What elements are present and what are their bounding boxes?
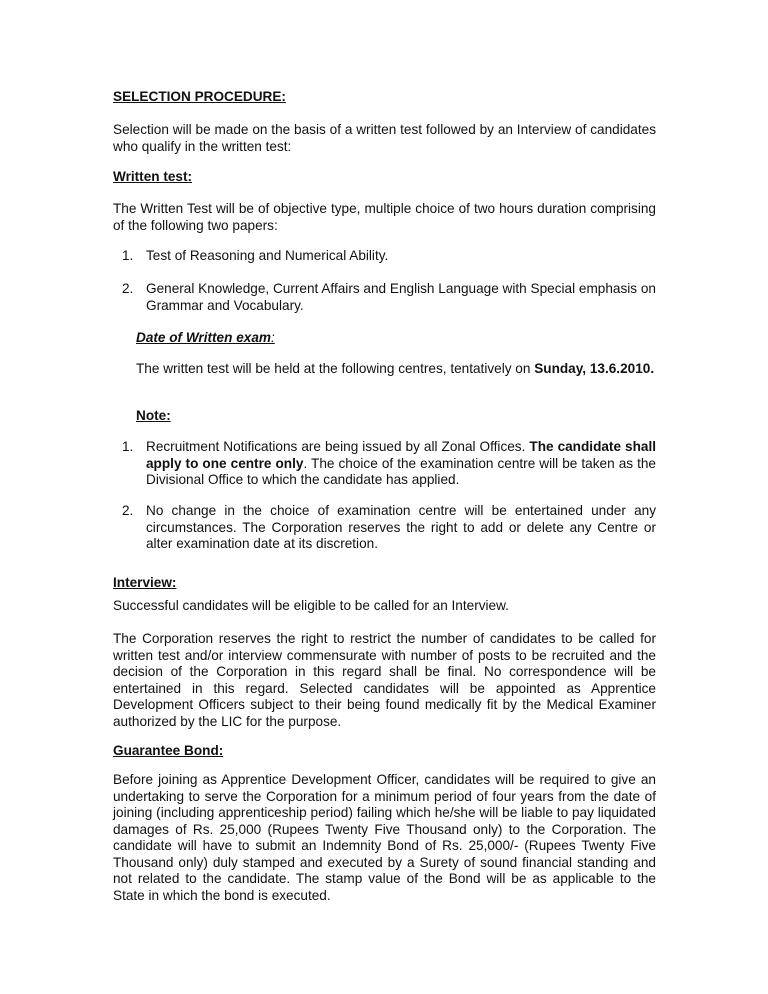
note-item-1-part-b: . The choice of the examination centre will be taken as the Divisional Office to which the candidate has applied. bbox=[146, 455, 656, 487]
paper-item-text: Test of Reasoning and Numerical Ability. bbox=[146, 248, 389, 263]
note-item-1-bold: The candidate shall apply to one centre only bbox=[146, 439, 657, 471]
selection-procedure-heading: SELECTION PROCEDURE: bbox=[113, 89, 286, 104]
exam-date-heading-text: Date of Written exam bbox=[136, 330, 271, 345]
note-item-1 bbox=[122, 439, 656, 489]
selection-intro: Selection will be made on the basis of a written test followed by an Interview of candidates who qualify in the written test: bbox=[113, 122, 656, 154]
exam-date-value: Sunday, 13.6.2010 bbox=[534, 361, 651, 376]
guarantee-bond-paragraph: Before joining as Apprentice Development Officer, candidates will be required to give an undertaking to serve the Corporation for a minimum period of four years from the date of joining (including apprenticeship period) failing which he/she will be liable to pay liquidated damages of Rs. 25,000 (Rupees Twenty Five Thousand only) to the Corporation. The candidate will have to submit an Indemnity Bond of Rs. 25,000/- (Rupees Twenty Five Thousand only) duly stamped and executed by a Surety of sound financial standing and not related to the candidate. The stamp value of the Bond will be as applicable to the State in which the bond is executed. bbox=[113, 772, 656, 903]
guarantee-bond-heading: Guarantee Bond: bbox=[113, 743, 224, 758]
note-item-2 bbox=[122, 503, 656, 553]
exam-date-heading bbox=[136, 330, 275, 347]
note-item-text: No change in the choice of examination centre will be entertained under any circumstances. The Corporation reserves the right to add or delete any Centre or alter examination date at its discretion. bbox=[146, 503, 656, 551]
written-test-heading: Written test: bbox=[113, 169, 193, 184]
interview-paragraph: The Corporation reserves the right to restrict the number of candidates to be called for written test and/or interview commensurate with number of posts to be recruited and the decision of the Corporation in this regard shall be final. No correspondence will be entertained in this regard. Selected candidates will be appointed as Apprentice Development Officers subject to their being found medically fit by the Medical Examiner authorized by the LIC for the purpose. bbox=[113, 631, 656, 729]
interview-heading: Interview: bbox=[113, 575, 177, 590]
interview-line: Successful candidates will be eligible to be called for an Interview. bbox=[113, 598, 509, 613]
note-item-number: 2. bbox=[122, 503, 134, 518]
exam-date-sentence: The written test will be held at the following centres, tentatively on bbox=[136, 361, 535, 376]
paper-item-number: 1. bbox=[122, 248, 134, 263]
exam-date-text bbox=[136, 361, 656, 378]
written-test-intro: The Written Test will be of objective type, multiple choice of two hours duration comprising of the following two papers: bbox=[113, 201, 656, 233]
note-item-1-part-a: Recruitment Notifications are being issued by all Zonal Offices. bbox=[146, 439, 530, 454]
note-item-text bbox=[146, 439, 656, 489]
paper-item-number: 2. bbox=[122, 281, 134, 296]
paper-item-text: General Knowledge, Current Affairs and English Language with Special emphasis on Grammar and Vocabulary. bbox=[146, 281, 656, 313]
paper-item-2 bbox=[122, 281, 656, 314]
paper-item-1 bbox=[122, 248, 656, 265]
exam-date-end: . bbox=[650, 361, 655, 376]
exam-date-heading-colon: : bbox=[270, 330, 275, 345]
note-heading: Note: bbox=[136, 408, 171, 423]
note-item-number: 1. bbox=[122, 439, 134, 454]
